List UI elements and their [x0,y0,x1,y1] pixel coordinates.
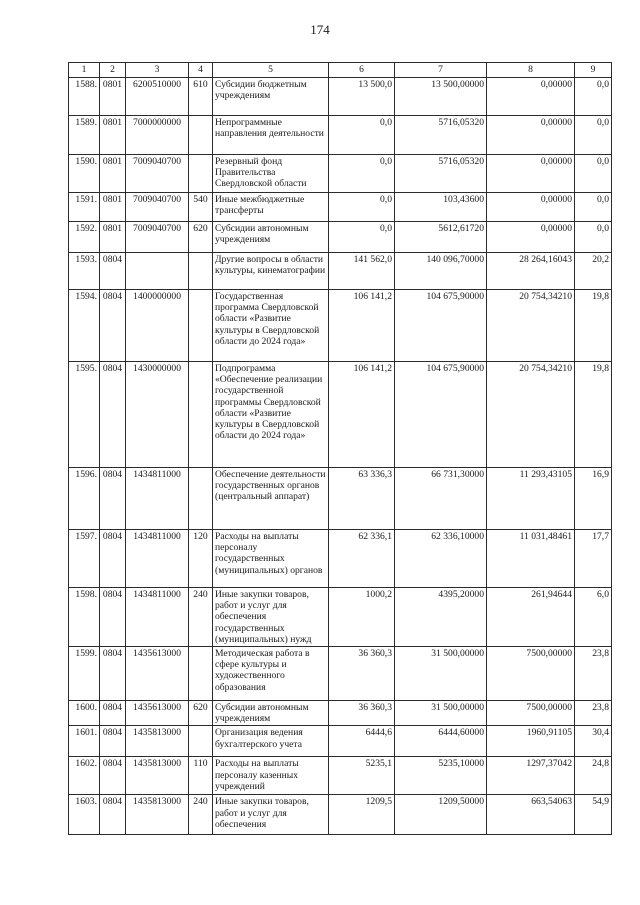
target-article-code: 7009040700 [126,193,189,222]
value-col-6: 106 141,2 [329,290,395,362]
expense-type-code [189,253,213,290]
expense-type-code: 610 [189,78,213,116]
value-col-7: 5612,61720 [395,222,487,253]
value-col-9: 0,0 [575,222,612,253]
expense-type-code [189,362,213,468]
value-col-6: 6444,6 [329,726,395,757]
value-col-9: 0,0 [575,116,612,155]
value-col-8: 1960,91105 [487,726,575,757]
value-col-6: 63 336,3 [329,468,395,530]
value-col-9: 20,2 [575,253,612,290]
value-col-6: 62 336,1 [329,530,395,588]
page-number: 174 [310,22,330,37]
target-article-code: 1430000000 [126,362,189,468]
row-number: 1590. [69,155,100,193]
value-col-8: 7500,00000 [487,701,575,726]
target-article-code: 7000000000 [126,116,189,155]
section-code: 0804 [100,290,126,362]
header-col-1: 1 [69,63,100,78]
value-col-7: 66 731,30000 [395,468,487,530]
value-col-8: 261,94644 [487,588,575,647]
table-row [69,795,612,835]
row-number: 1595. [69,362,100,468]
row-number: 1603. [69,795,100,835]
value-col-6: 13 500,0 [329,78,395,116]
value-col-6: 1209,5 [329,795,395,835]
target-article-code: 6200510000 [126,78,189,116]
value-col-7: 104 675,90000 [395,290,487,362]
budget-table [68,62,612,835]
row-number: 1599. [69,647,100,701]
table-row [69,726,612,757]
table-row [69,78,612,116]
row-number: 1600. [69,701,100,726]
table-row [69,290,612,362]
value-col-7: 5235,10000 [395,757,487,795]
expense-type-code [189,468,213,530]
value-col-7: 104 675,90000 [395,362,487,468]
value-col-7: 31 500,00000 [395,701,487,726]
target-article-code: 1400000000 [126,290,189,362]
row-number: 1592. [69,222,100,253]
table-row [69,530,612,588]
value-col-7: 5716,05320 [395,155,487,193]
expense-type-code [189,726,213,757]
value-col-9: 23,8 [575,701,612,726]
table-row [69,155,612,193]
item-name: Расходы на выплаты персоналу казенных учреждений [213,757,329,795]
section-code: 0804 [100,468,126,530]
value-col-6: 5235,1 [329,757,395,795]
section-code: 0804 [100,795,126,835]
table-row [69,647,612,701]
row-number: 1602. [69,757,100,795]
value-col-9: 0,0 [575,193,612,222]
item-name: Непрограммные направления деятельности [213,116,329,155]
target-article-code: 1435813000 [126,726,189,757]
section-code: 0804 [100,530,126,588]
expense-type-code [189,155,213,193]
expense-type-code [189,116,213,155]
table-row [69,222,612,253]
value-col-7: 6444,60000 [395,726,487,757]
expense-type-code: 240 [189,588,213,647]
item-name: Расходы на выплаты персоналу государственных (муниципальных) органов [213,530,329,588]
value-col-6: 106 141,2 [329,362,395,468]
value-col-9: 54,9 [575,795,612,835]
section-code: 0804 [100,362,126,468]
value-col-6: 0,0 [329,155,395,193]
expense-type-code: 240 [189,795,213,835]
row-number: 1598. [69,588,100,647]
value-col-7: 31 500,00000 [395,647,487,701]
value-col-8: 0,00000 [487,116,575,155]
target-article-code: 1434811000 [126,588,189,647]
expense-type-code: 620 [189,222,213,253]
target-article-code: 1435813000 [126,757,189,795]
value-col-6: 141 562,0 [329,253,395,290]
value-col-8: 0,00000 [487,78,575,116]
table-header-row [69,63,612,78]
row-number: 1597. [69,530,100,588]
section-code: 0801 [100,155,126,193]
header-col-9: 9 [575,63,612,78]
expense-type-code: 540 [189,193,213,222]
section-code: 0804 [100,726,126,757]
value-col-8: 7500,00000 [487,647,575,701]
value-col-8: 20 754,34210 [487,362,575,468]
header-col-6: 6 [329,63,395,78]
table-row [69,193,612,222]
value-col-7: 103,43600 [395,193,487,222]
item-name: Иные межбюджетные трансферты [213,193,329,222]
value-col-9: 6,0 [575,588,612,647]
row-number: 1588. [69,78,100,116]
expense-type-code: 620 [189,701,213,726]
value-col-7: 5716,05320 [395,116,487,155]
expense-type-code: 110 [189,757,213,795]
expense-type-code [189,647,213,701]
item-name: Субсидии автономным учреждениям [213,701,329,726]
table-body [69,78,612,835]
item-name: Методическая работа в сфере культуры и художественного образования [213,647,329,701]
row-number: 1593. [69,253,100,290]
value-col-8: 28 264,16043 [487,253,575,290]
value-col-8: 20 754,34210 [487,290,575,362]
header-col-4: 4 [189,63,213,78]
row-number: 1601. [69,726,100,757]
item-name: Подпрограмма «Обеспечение реализации государственной программы Свердловской области «Развитие культуры в Свердловской области до 2024 года» [213,362,329,468]
row-number: 1596. [69,468,100,530]
item-name: Обеспечение деятельности государственных органов (центральный аппарат) [213,468,329,530]
value-col-6: 0,0 [329,222,395,253]
item-name: Иные закупки товаров, работ и услуг для обеспечения [213,795,329,835]
value-col-7: 4395,20000 [395,588,487,647]
expense-type-code: 120 [189,530,213,588]
value-col-8: 0,00000 [487,155,575,193]
table-row [69,116,612,155]
item-name: Резервный фонд Правительства Свердловской области [213,155,329,193]
value-col-9: 23,8 [575,647,612,701]
section-code: 0801 [100,222,126,253]
item-name: Государственная программа Свердловской области «Развитие культуры в Свердловской области до 2024 года» [213,290,329,362]
section-code: 0804 [100,647,126,701]
section-code: 0804 [100,253,126,290]
value-col-8: 0,00000 [487,222,575,253]
table-row [69,468,612,530]
table-row [69,757,612,795]
section-code: 0804 [100,588,126,647]
value-col-8: 663,54063 [487,795,575,835]
target-article-code: 7009040700 [126,222,189,253]
row-number: 1591. [69,193,100,222]
value-col-9: 19,8 [575,290,612,362]
value-col-9: 0,0 [575,155,612,193]
value-col-7: 1209,50000 [395,795,487,835]
table-row [69,253,612,290]
target-article-code: 1434811000 [126,468,189,530]
target-article-code: 1435813000 [126,795,189,835]
section-code: 0804 [100,757,126,795]
value-col-8: 0,00000 [487,193,575,222]
header-col-3: 3 [126,63,189,78]
value-col-9: 19,8 [575,362,612,468]
value-col-6: 1000,2 [329,588,395,647]
item-name: Организация ведения бухгалтерского учета [213,726,329,757]
value-col-8: 11 293,43105 [487,468,575,530]
value-col-6: 36 360,3 [329,701,395,726]
table-row [69,588,612,647]
value-col-6: 36 360,3 [329,647,395,701]
item-name: Субсидии бюджетным учреждениям [213,78,329,116]
value-col-9: 30,4 [575,726,612,757]
table-row [69,701,612,726]
value-col-7: 62 336,10000 [395,530,487,588]
section-code: 0801 [100,193,126,222]
value-col-9: 17,7 [575,530,612,588]
header-col-2: 2 [100,63,126,78]
section-code: 0801 [100,78,126,116]
value-col-7: 13 500,00000 [395,78,487,116]
value-col-7: 140 096,70000 [395,253,487,290]
item-name: Субсидии автономным учреждениям [213,222,329,253]
value-col-8: 11 031,48461 [487,530,575,588]
item-name: Иные закупки товаров, работ и услуг для обеспечения государственных (муниципальных) нужд [213,588,329,647]
table-row [69,362,612,468]
target-article-code: 1435613000 [126,701,189,726]
value-col-9: 0,0 [575,78,612,116]
target-article-code: 7009040700 [126,155,189,193]
header-col-8: 8 [487,63,575,78]
header-col-5: 5 [213,63,329,78]
value-col-8: 1297,37042 [487,757,575,795]
row-number: 1594. [69,290,100,362]
value-col-9: 24,8 [575,757,612,795]
value-col-6: 0,0 [329,116,395,155]
header-col-7: 7 [395,63,487,78]
value-col-6: 0,0 [329,193,395,222]
section-code: 0804 [100,701,126,726]
target-article-code: 1434811000 [126,530,189,588]
row-number: 1589. [69,116,100,155]
value-col-9: 16,9 [575,468,612,530]
target-article-code: 1435613000 [126,647,189,701]
expense-type-code [189,290,213,362]
section-code: 0801 [100,116,126,155]
item-name: Другие вопросы в области культуры, кинематографии [213,253,329,290]
target-article-code [126,253,189,290]
